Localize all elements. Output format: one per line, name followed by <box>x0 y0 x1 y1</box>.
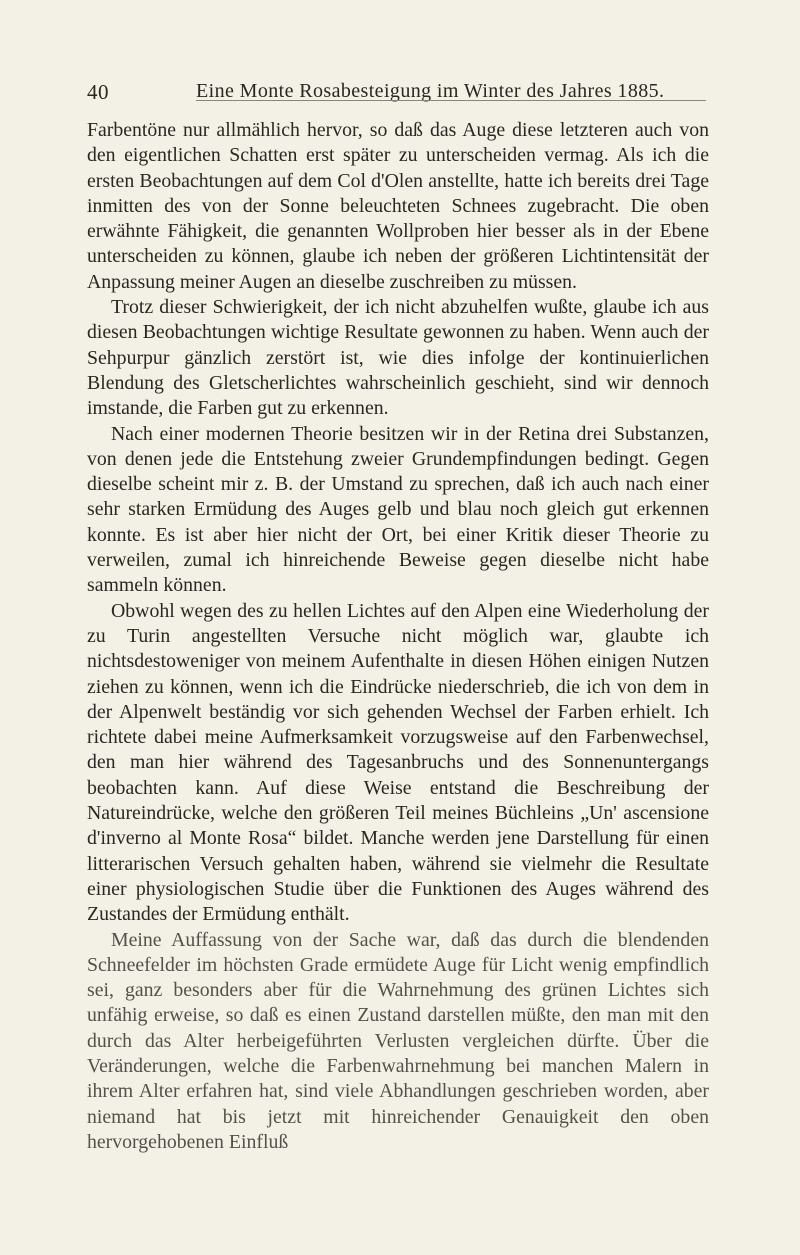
header-rule <box>196 100 706 101</box>
body-text <box>87 118 709 1155</box>
page-number: 40 <box>87 80 109 104</box>
paragraph: Farbentöne nur allmählich hervor, so daß das Auge diese letzteren auch von den eigentlichen Schatten erst später zu unterscheiden vermag. Als ich die ersten Beobachtungen auf dem Col d'Olen anstellte, hatte ich bereits drei Tage inmitten des von der Sonne beleuchteten Schnees zugebracht. Die oben erwähnte Fähigkeit, die genannten Wollproben hier besser als in der Ebene unterscheiden zu können, glaube ich neben der größeren Lichtintensität der Anpassung meiner Augen an dieselbe zuschreiben zu müssen. <box>87 119 709 293</box>
paragraph: Trotz dieser Schwierigkeit, der ich nicht abzuhelfen wußte, glaube ich aus diesen Beobachtungen wichtige Resultate gewonnen zu haben. Wenn auch der Sehpurpur gänzlich zerstört ist, wie dies infolge der kontinuierlichen Blendung des Gletscherlichtes wahrscheinlich geschieht, sind wir dennoch imstande, die Farben gut zu erkennen. <box>87 296 709 420</box>
paragraph: Nach einer modernen Theorie besitzen wir in der Retina drei Substanzen, von denen jede die Entstehung zweier Grundempfindungen bedingt. Gegen dieselbe scheint mir z. B. der Umstand zu sprechen, daß ich auch nach einer sehr starken Ermüdung des Auges gelb und blau noch gleich gut erkennen konnte. Es ist aber hier nicht der Ort, bei einer Kritik dieser Theorie zu verweilen, zumal ich hinreichende Beweise gegen dieselbe nicht habe sammeln können. <box>87 422 709 597</box>
paragraph: Meine Auffassung von der Sache war, daß das durch die blendenden Schneefelder im höchsten Grade ermüdete Auge für Licht wenig empfindlich sei, ganz besonders aber für die Wahrnehmung des grünen Lichtes sich unfähig erweise, so daß es einen Zustand darstellen müßte, den man mit den durch das Alter herbeigeführten Verlusten vergleichen dürfte. Über die Veränderungen, welche die Farbenwahrnehmung bei manchen Malern in ihrem Alter erfahren hat, sind viele Abhandlungen geschrieben worden, aber niemand hat bis jetzt mit hinreichender Genauigkeit den oben hervorgehobenen Einfluß <box>87 928 709 1153</box>
paragraph: Obwohl wegen des zu hellen Lichtes auf den Alpen eine Wiederholung der zu Turin angestellten Versuche nicht möglich war, glaubte ich nichtsdestoweniger von meinem Aufenthalte in diesen Höhen einigen Nutzen ziehen zu können, wenn ich die Eindrücke niederschrieb, die ich von dem in der Alpenwelt beständig vor sich gehenden Wechsel der Farben erhielt. Ich richtete dabei meine Aufmerksamkeit vorzugsweise auf den Farbenwechsel, den man hier während des Tagesanbruchs und des Sonnenuntergangs beobachten kann. Auf diese Weise entstand die Beschreibung der Natureindrücke, welche den größeren Teil meines Büchleins „Un' ascensione d'inverno al Monte Rosa“ bildet. Manche werden jene Darstellung für einen litterarischen Versuch gehalten haben, während sie vielmehr die Resultate einer physiologischen Studie über die Funktionen des Auges während des Zustandes der Ermüdung enthält. <box>87 599 709 926</box>
running-title: Eine Monte Rosabesteigung im Winter des Jahres 1885. <box>196 80 665 102</box>
running-head <box>84 78 724 106</box>
